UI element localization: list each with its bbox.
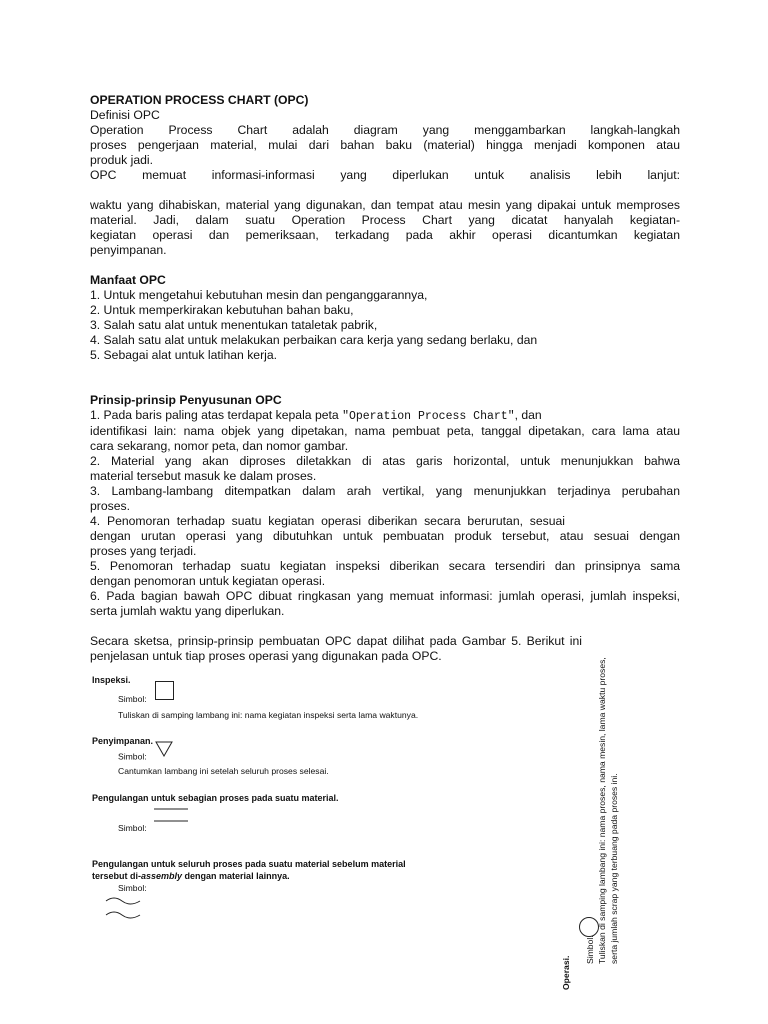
storage-triangle-icon xyxy=(155,741,173,757)
definition-p2-line-3: kegiatan operasi dan pemeriksaan, terkadang pada akhir operasi dicantumkan kegiatan xyxy=(90,228,680,242)
pengulangan-seluruh-heading: Pengulangan untuk seluruh proses pada suatu material sebelum material xyxy=(92,859,406,869)
prinsip-line-1-a: 1. Pada baris paling atas terdapat kepala peta xyxy=(90,408,343,422)
definition-line-2: proses pengerjaan material, mulai dari bahan baku (material) hingga menjadi komponen atau xyxy=(90,138,680,152)
operasi-rotated-block xyxy=(560,657,619,990)
operation-circle-icon xyxy=(579,917,599,937)
pengulangan-seluruh-symbol-row xyxy=(92,882,472,894)
simbol-label: Simbol: xyxy=(118,883,147,893)
full-repeat-icon xyxy=(104,895,144,923)
sketsa-line-2: penjelasan untuk tiap proses operasi yang digunakan pada OPC. xyxy=(90,649,442,663)
ulang2-pre: tersebut di- xyxy=(92,871,142,881)
definition-line-1: Operation Process Chart adalah diagram yang menggambarkan langkah-langkah xyxy=(90,123,680,137)
ulang2-post: dengan material lainnya. xyxy=(182,871,290,881)
definition-line-3: produk jadi. xyxy=(90,153,154,167)
prinsip-line-14: serta jumlah waktu yang diperlukan. xyxy=(90,604,285,618)
prinsip-line-7: proses. xyxy=(90,499,130,513)
definition-p2-line-2: material. Jadi, dalam suatu Operation Process Chart yang dicatat hanyalah kegiatan- xyxy=(90,213,680,227)
document-body xyxy=(90,93,680,664)
prinsip-line-8: 4. Penomoran terhadap suatu kegiatan operasi diberikan secara berurutan, sesuai xyxy=(90,514,565,528)
prinsip-line-9: dengan urutan operasi yang dibutuhkan untuk pembuatan produk tersebut, atau sesuai dengan xyxy=(90,529,680,543)
simbol-label: Simbol: xyxy=(118,751,147,762)
definition-line-4: OPC memuat informasi-informasi yang diperlukan untuk analisis lebih lanjut: xyxy=(90,168,680,182)
pengulangan-seluruh-heading-2 xyxy=(92,870,472,882)
operasi-heading: Operasi. xyxy=(561,955,571,990)
sketsa-line-1: Secara sketsa, prinsip-prinsip pembuatan OPC dapat dilihat pada Gambar 5. Berikut ini xyxy=(90,634,582,648)
simbol-label: Simbol: xyxy=(118,823,147,833)
prinsip-heading: Prinsip-prinsip Penyusunan OPC xyxy=(90,393,282,407)
manfaat-item: 5. Sebagai alat untuk latihan kerja. xyxy=(90,348,278,362)
prinsip-line-1-c: , dan xyxy=(514,408,542,422)
document-title: OPERATION PROCESS CHART (OPC) xyxy=(90,93,309,107)
manfaat-item: 4. Salah satu alat untuk melakukan perbaikan cara kerja yang sedang berlaku, dan xyxy=(90,333,538,347)
prinsip-line-10: proses yang terjadi. xyxy=(90,544,197,558)
prinsip-line-13: 6. Pada bagian bawah OPC dibuat ringkasan yang memuat informasi: jumlah operasi, jumlah inspeksi, xyxy=(90,589,680,603)
pengulangan-sebagian-symbol-row xyxy=(92,822,472,834)
definition-label: Definisi OPC xyxy=(90,108,160,122)
opc-symbol-figure xyxy=(92,674,472,894)
partial-repeat-icon xyxy=(152,807,192,827)
operasi-description-1: Tuliskan di samping lambang ini: nama proses, nama mesin, lama waktu proses, xyxy=(597,657,607,964)
manfaat-item: 1. Untuk mengetahui kebutuhan mesin dan penganggarannya, xyxy=(90,288,428,302)
manfaat-item: 3. Salah satu alat untuk menentukan tataletak pabrik, xyxy=(90,318,378,332)
simbol-label: Simbol: xyxy=(118,693,147,704)
prinsip-line-12: dengan penomoran untuk kegiatan operasi. xyxy=(90,574,326,588)
inspeksi-heading: Inspeksi. xyxy=(92,675,131,685)
opc-quoted-title: "Operation Process Chart" xyxy=(342,410,515,423)
prinsip-line-2: identifikasi lain: nama objek yang dipetakan, nama pembuat peta, tanggal dipetakan, cara lama atau xyxy=(90,424,680,438)
penyimpanan-description: Cantumkan lambang ini setelah seluruh proses selesai. xyxy=(118,766,329,776)
penyimpanan-heading: Penyimpanan. xyxy=(92,736,154,746)
ulang2-em: assembly xyxy=(141,871,183,881)
penyimpanan-symbol-row xyxy=(92,749,472,765)
pengulangan-sebagian-heading: Pengulangan untuk sebagian proses pada suatu material. xyxy=(92,793,339,803)
inspeksi-symbol-row xyxy=(92,690,472,709)
inspeksi-description: Tuliskan di samping lambang ini: nama kegiatan inspeksi serta lama waktunya. xyxy=(118,710,419,720)
manfaat-item: 2. Untuk memperkirakan kebutuhan bahan baku, xyxy=(90,303,354,317)
operasi-description-2: serta jumlah scrap yang terbuang pada proses ini. xyxy=(609,773,619,964)
prinsip-line-4: 2. Material yang akan diproses diletakkan di atas garis horizontal, untuk menunjukkan bahwa xyxy=(90,454,680,468)
prinsip-line-6: 3. Lambang-lambang ditempatkan dalam arah vertikal, yang menunjukkan terjadinya perubahan xyxy=(90,484,680,498)
definition-p2-line-4: penyimpanan. xyxy=(90,243,167,257)
inspection-square-icon xyxy=(155,681,174,700)
prinsip-line-5: material tersebut masuk ke dalam proses. xyxy=(90,469,317,483)
prinsip-line-3: cara sekarang, nomor peta, dan nomor gambar. xyxy=(90,439,349,453)
manfaat-heading: Manfaat OPC xyxy=(90,273,166,287)
definition-p2-line-1: waktu yang dihabiskan, material yang digunakan, dan tempat atau mesin yang dipakai untuk memproses xyxy=(90,198,680,212)
prinsip-line-11: 5. Penomoran terhadap suatu kegiatan inspeksi diberikan secara tersendiri dan prinsipnya sama xyxy=(90,559,680,573)
prinsip-line-1 xyxy=(90,408,680,424)
operasi-symbol-label: Simbol: xyxy=(585,935,595,964)
